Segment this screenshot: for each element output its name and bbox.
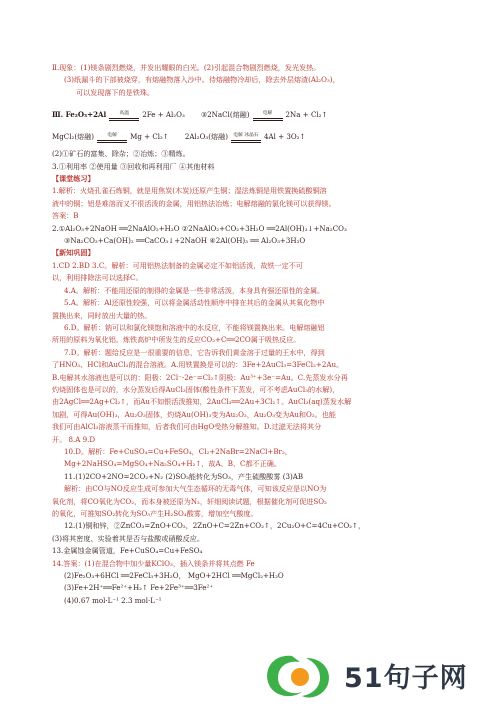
reaction-condition: 电解 [253, 111, 283, 121]
text-line: B.电解其水溶液也是可以的：阳极：2Cl⁻-2e⁻=Cl₂↑阴极：Au³⁺+3e⁻=Au。C.先蒸发水分再 [52, 372, 348, 382]
text-line: 11.(1)2CO+2NO=2CO₂+N₂ (2)SO₂能转化为SO₃，产生硫酸酸雾 (3)AB [64, 471, 304, 481]
reaction-condition: 电解 冰晶石 [231, 133, 261, 143]
text-line: ③Na₂CO₃+Ca(OH)₂ ══CaCO₃↓+2NaOH ④2Al(OH)₃ ══ Al₂O₃+3H₂O [64, 236, 306, 246]
text-line: 的氧化，可推知SO₂转化为SO₃产生H₂SO₄酸雾，增加空气酸度。 [52, 509, 258, 518]
text-line: (3)将其密度、实验着其是否与盐酸或硝酸反应。 [52, 533, 204, 543]
text-line: Ⅱ.现象：(1)镁条剧烈燃烧，并发出耀眼的白光。(2)引起混合物剧烈燃烧，发光发热。 [52, 63, 321, 72]
equation: MgCl₂(熔融) 电解 Mg + Cl₂↑ [52, 131, 169, 143]
text-line: 置换出来，同时放出大量的热。 [52, 310, 152, 320]
text-line: (2)①矿石的富集、除杂；②冶炼；③精炼。 [52, 149, 190, 159]
text-line: 1.解析：火烧孔雀石炼铜，就是用焦炭(木炭)还原产生铜；湿法炼铜是用铁置换硫酸铜溶 [52, 186, 327, 196]
text-line: 加剧，可得Au(OH)₃，Au₂O₃固体，灼烧Au(OH)₃变为Au₂O₃，Au₂O₃变为Au和O₂。也能 [52, 409, 336, 419]
equation: Ⅲ. Fe₂O₃+2Al 高温 2Fe + Al₂O₃ [52, 109, 185, 121]
text-line: 由2AgCl══2Ag+Cl₂↑，而Au不如银活泼推知，2AuCl₃══2Au+3Cl₂↑。AuCl₃(aq)蒸发水解 [52, 397, 352, 407]
text-line: 我们可由AlCl₃溶液蒸干而推知，后者我们可由HgO受热分解推知。D.过滤无法将其分 [52, 422, 322, 432]
text-line: 以，利用排除法可以选择C。 [52, 273, 143, 283]
text-line: 解析：由CO与NO反应生成可参加大气生态循环的无毒气体，可知该反应是以NO为 [64, 484, 327, 494]
text-line: 13.金属蚀金属管道，Fe+CuSO₄=Cu+FeSO₄ [52, 546, 203, 556]
text-line: 灼烧固体也是可以的，水分蒸发后得AuCl₃固体(酸性条件下蒸发，可不考虑AuCl₃的水解)， [52, 384, 340, 394]
section-heading: 【课堂练习】 [52, 174, 95, 184]
text-line: 12.(1)铜和锌，②ZnCO₃=ZnO+CO₂，2ZnO+C=2Zn+CO₂↑，2Cu₂O+C=4Cu+CO₂↑， [64, 521, 366, 531]
text-line: (4)0.67 mol·L⁻¹ 2.3 mol·L⁻¹ [64, 595, 162, 605]
equation-row [52, 99, 472, 121]
text-line: 7.D。解析：题给反应是一很重要的信息，它告诉我们黄金溶于过量的王水中，得到 [64, 347, 325, 357]
equation: 2Al₂O₃(熔融) 电解 冰晶石 4Al + 3O₂↑ [185, 131, 306, 143]
text-line: 开。 8.A 9.D [52, 434, 96, 444]
equation-row [52, 121, 472, 143]
text-line: 10.D。解析：Fe+CuSO₄=Cu+FeSO₄，Cl₂+2NaBr=2NaCl+Br₂， [64, 446, 292, 456]
text-line: 5.A。解析：Al还原性较强，可以将金属活动性顺序中排在其后的金属从其氧化物中 [64, 298, 325, 308]
text-line: (2)Fe₂O₃+6HCl ══2FeCl₃+3H₂O， MgO+2HCl ══MgCl₂+H₂O [64, 571, 284, 581]
equation: ③2NaCl(熔融) 电解 2Na + Cl₂↑ [201, 109, 328, 121]
reaction-condition: 高温 [109, 111, 139, 121]
text-line: Mg+2NaHSO₄=MgSO₄+Na₂SO₄+H₂↑，故A、B、C都不正确。 [64, 459, 281, 469]
text-line: 氧化剂，将CO氧化为CO₂，而本身被还原为N₂，轩细阅读试题，根据催化剂可促进SO₂ [52, 496, 327, 506]
text-line: 1.CD 2.BD 3.C。解析：可用铝热法制备的金属必定不如铝活泼，故铁一定不可 [52, 260, 303, 270]
text-line: 液中的铜；铝是难溶而又不很活泼的金属，用铝热法冶炼；电解熔融的氯化镁可以获得镁。 [52, 198, 336, 208]
reaction-condition: 电解 [97, 133, 127, 143]
text-line: 6.D。解析：钠可以和氯化镁饱和溶液中的水反应，不能将镁置换出来。电解熔融铝 [64, 322, 325, 332]
text-line: (3)纸漏斗的下部被烧穿，有熔融物落入沙中。待熔融物冷却后，除去外层熔渣(Al₂O₃)， [64, 75, 340, 85]
text-line: 2.①Al₂O₃+2NaOH ══2NaAlO₂+H₂O ②2NaAlO₂+CO₂+3H₂O ══2Al(OH)₃↓+Na₂CO₃ [52, 223, 347, 233]
text-line: 4.A。解析：不能用还原的制得的金属是一些非常活泼，本身具有强还原性的金属。 [64, 285, 325, 295]
text-line: 所用的原料为氧化铝。炼铁高炉中所发生的反应CO₂+C══2CO属于吸热反应。 [52, 335, 301, 345]
text-line: 3.①利用率 ②使用量 ③回收和再利用厂 ④其他材料 [52, 161, 215, 171]
text-line: (3)Fe+2H⁺══Fe²⁺+H₂↑ Fe+2Fe³⁺══3Fe²⁺ [64, 583, 214, 593]
answer-content [52, 62, 472, 607]
text-line: 答案：B [52, 211, 79, 221]
site-name: 51句子网 [344, 663, 468, 694]
51juzi-logo-icon [262, 650, 334, 702]
text-line: 了HNO₃、HCl和AuCl₃的混合溶液。A.用铁置换是可以的：3Fe+2AuCl₃=3FeCl₂+2Au。 [52, 360, 344, 370]
text-line: 可以发现落下的是铁珠。 [76, 87, 155, 97]
section-heading: 【新知巩固】 [52, 248, 95, 258]
text-line: 14.答案：(1)在混合物中加少量KClO₃，插入镁条并将其点燃 Fe [52, 558, 255, 568]
